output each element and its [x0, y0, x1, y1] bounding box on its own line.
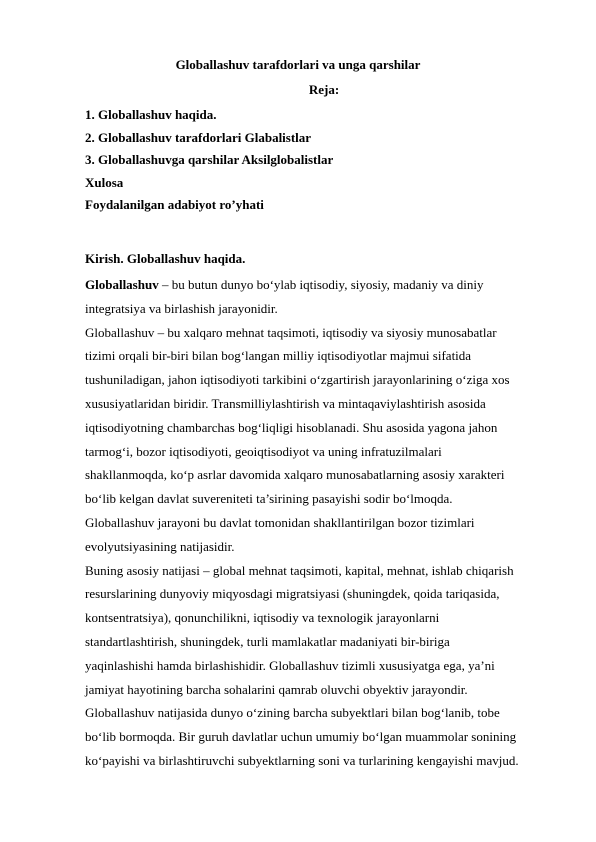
plan-list: [85, 104, 333, 217]
defined-term: Globallashuv: [85, 277, 159, 292]
text-line: yaqinlashishi hamda birlashishidir. Globallashuv tizimli xususiyatga ega, ya’ni: [85, 657, 495, 673]
intro-heading: Kirish. Globallashuv haqida.: [85, 251, 246, 266]
text-line: tushuniladigan, jahon iqtisodiyoti tarkibini o‘zgartirish jarayonlarining o‘ziga xos: [85, 372, 510, 388]
plan-item: Foydalanilgan adabiyot ro’yhati: [85, 197, 264, 212]
text-line: tarmog‘i, bozor iqtisodiyoti, geoiqtisodiyot va uning infratuzilmalari: [85, 443, 442, 459]
text-line: resurslarining dunyoviy miqyosdagi migratsiyasi (shuningdek, qoida tariqasida,: [85, 586, 500, 602]
plan-item: 3. Globallashuvga qarshilar Aksilglobalistlar: [85, 152, 334, 167]
text-line: Globallashuv natijasida dunyo o‘zining barcha subyektlari bilan bog‘lanib, tobe: [85, 705, 500, 721]
plan-item: 2. Globallashuv tarafdorlari Glabalistlar: [85, 129, 312, 145]
text-line: Buning asosiy natijasi – global mehnat taqsimoti, kapital, mehnat, ishlab chiqarish: [85, 562, 514, 578]
body-text: [85, 273, 565, 773]
text-line: bo‘lib kelgan davlat suvereniteti ta’sirining pasayishi sodir bo‘lmoqda.: [85, 491, 453, 507]
text-line: Globallashuv jarayoni bu davlat tomonidan shakllantirilgan bozor tizimlari: [85, 514, 475, 530]
text-line: [85, 273, 565, 297]
text-line: integratsiya va birlashish jarayonidir.: [85, 300, 278, 316]
text-line: jamiyat hayotining barcha sohalarini qamrab oluvchi obyektiv jarayondir.: [85, 681, 468, 697]
definition-text: – bu butun dunyo bo‘ylab iqtisodiy, siyosiy, madaniy va diniy: [158, 277, 484, 292]
text-line: shakllanmoqda, ko‘p asrlar davomida xalqaro munosabatlarning asosiy xarakteri: [85, 467, 505, 483]
text-line: Globallashuv – bu xalqaro mehnat taqsimoti, iqtisodiy va siyosiy munosabatlar: [85, 324, 497, 340]
plan-heading: Reja:: [308, 82, 340, 97]
plan-item: 1. Globallashuv haqida.: [85, 107, 217, 122]
text-line: kontsentratsiya), qonunchilikni, iqtisodiy va texnologik jarayonlarni: [85, 610, 440, 626]
text-line: bo‘lib bormoqda. Bir guruh davlatlar uchun umumiy bo‘lgan muammolar sonining: [85, 729, 517, 745]
document-title: Globallashuv tarafdorlari va unga qarshilar: [175, 57, 421, 72]
text-line: standartlashtirish, shuningdek, turli mamlakatlar madaniyati bir-biriga: [85, 633, 450, 649]
text-line: tizimi orqali bir-biri bilan bog‘langan milliy iqtisodiyotlar majmui sifatida: [85, 348, 472, 364]
plan-item: Xulosa: [85, 174, 124, 190]
text-line: xususiyatlaridan biridir. Transmilliylashtirish va mintaqaviylashtirish asosida: [85, 395, 486, 411]
text-line: ko‘payishi va birlashtiruvchi subyektlarning soni va turlarining kengayishi mavjud.: [85, 752, 519, 768]
text-line: iqtisodiyotning chambarchas bog‘liqligi hisoblanadi. Shu asosida yagona jahon: [85, 419, 498, 435]
text-line: evolyutsiyasining natijasidir.: [85, 538, 235, 554]
